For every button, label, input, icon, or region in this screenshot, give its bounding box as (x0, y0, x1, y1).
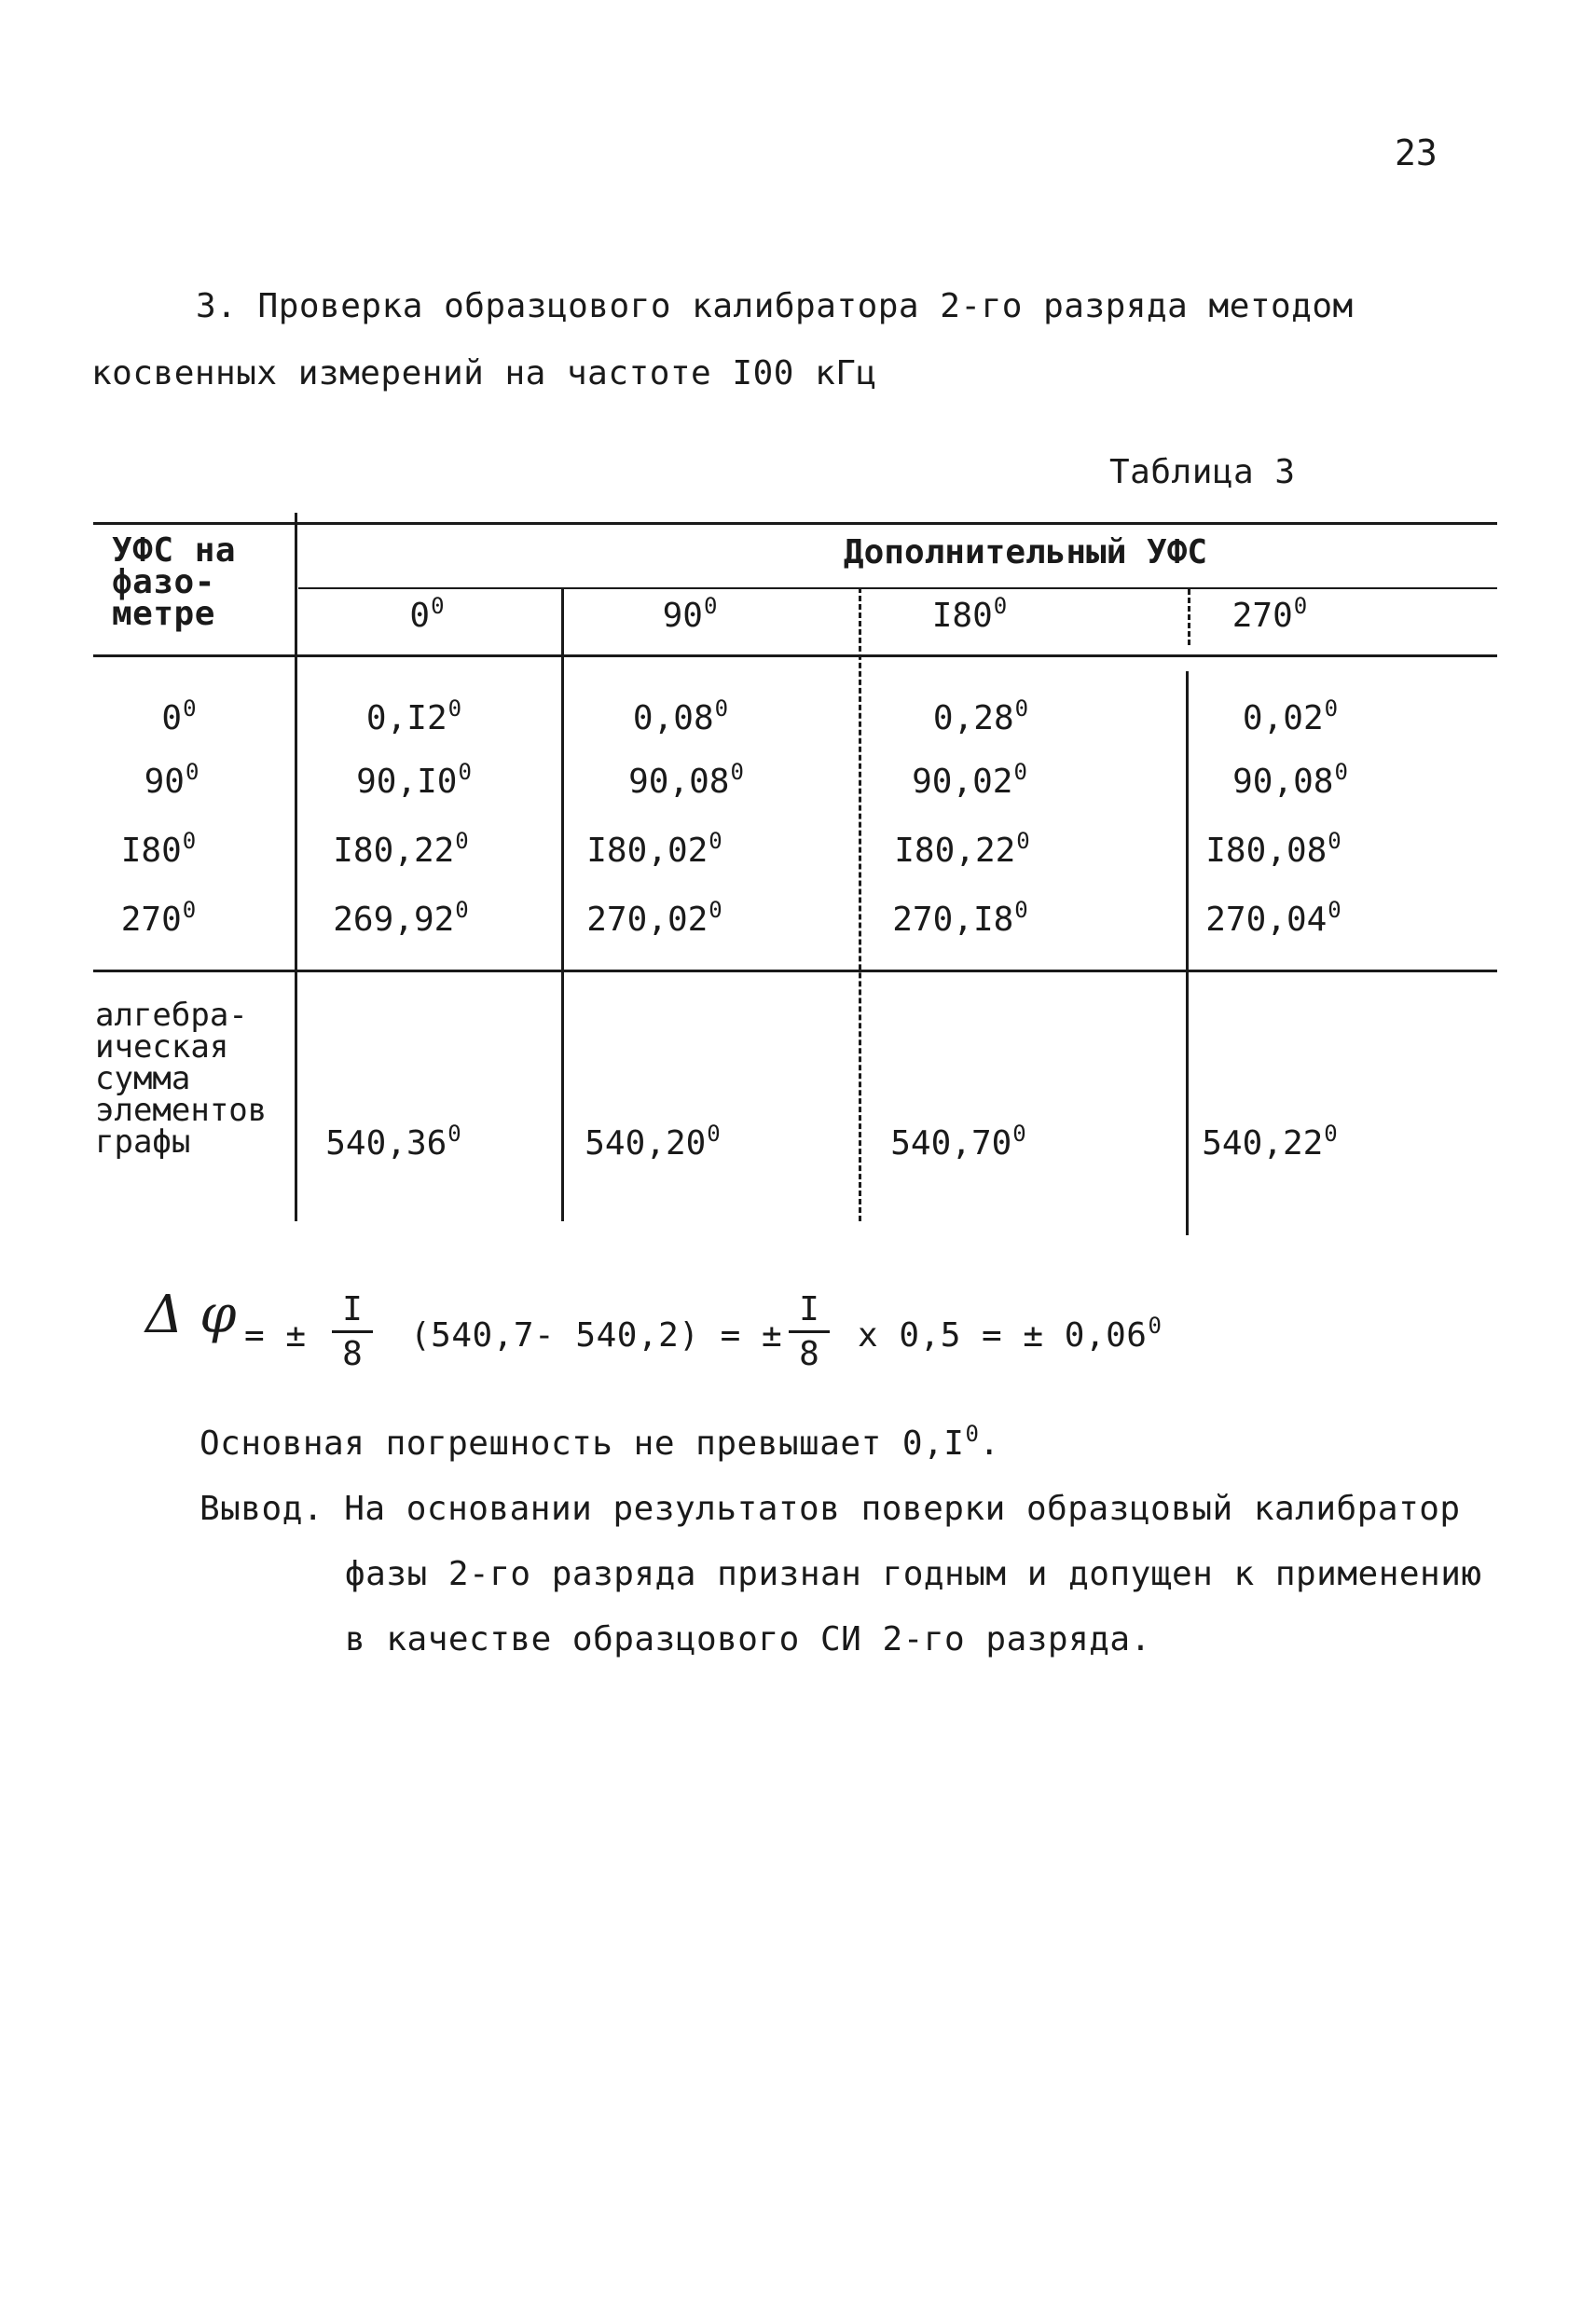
row-label (120, 828, 197, 870)
degree-sign: 0 (703, 593, 718, 619)
col-divider-3 (1186, 671, 1189, 1235)
degree-sign: 0 (447, 1121, 461, 1147)
cell-value: 90,08 (628, 763, 730, 801)
col-divider-3-header (1188, 589, 1190, 645)
column-header-value: 90 (662, 597, 703, 635)
table-cell (586, 897, 722, 939)
column-header (662, 593, 718, 635)
table-cell (1205, 828, 1341, 870)
column-header (931, 593, 1008, 635)
sum-value: 540,22 (1202, 1124, 1324, 1163)
table-cell (892, 897, 1028, 939)
row-label (120, 897, 197, 939)
cell-value: I80,08 (1205, 832, 1328, 870)
main-error-end: . (979, 1424, 1000, 1463)
degree-sign: 0 (455, 828, 469, 854)
column-header-value: 0 (409, 597, 431, 635)
fraction-1 (332, 1290, 373, 1373)
sum-cell (325, 1121, 461, 1163)
table-cell (932, 695, 1029, 737)
conclusion-line-1: Вывод. На основании результатов поверки образцовый калибратор (200, 1490, 1461, 1528)
degree-sign: 0 (185, 759, 200, 785)
degree-sign: 0 (455, 897, 469, 923)
row-label-value: 0 (161, 699, 183, 737)
cell-value: I80,22 (894, 832, 1016, 870)
degree-sign: 0 (1016, 828, 1030, 854)
column-header-value: I80 (931, 597, 993, 635)
cell-value: 0,02 (1242, 699, 1324, 737)
table-top-rule (93, 522, 1497, 525)
conclusion-line-2: фазы 2-го разряда признан годным и допущен к применению (345, 1555, 1482, 1593)
degree-sign: 0 (1324, 695, 1339, 722)
row-label (144, 759, 200, 801)
delta-phi-symbol: Δ φ (145, 1285, 237, 1345)
conclusion-line-3: в качестве образцового СИ 2-го разряда. (345, 1620, 1151, 1658)
degree-sign: 0 (1324, 1121, 1338, 1147)
degree-sign: 0 (709, 897, 722, 923)
fraction-denominator: 8 (799, 1335, 819, 1373)
cell-value: 90,08 (1232, 763, 1334, 801)
sum-label (95, 997, 268, 1161)
stub-header-line: фазо- (112, 563, 215, 601)
degree-sign: 0 (1328, 828, 1341, 854)
degree-sign: 0 (993, 593, 1008, 619)
fraction-numerator: I (342, 1290, 363, 1328)
degree-sign: 0 (1014, 695, 1029, 722)
degree-sign: 0 (1012, 1121, 1026, 1147)
formula-tail (858, 1313, 1163, 1355)
degree-sign: 0 (1148, 1313, 1163, 1339)
cell-value: 0,I2 (365, 699, 447, 737)
degree-sign: 0 (1013, 759, 1027, 785)
sum-label-line: ическая (95, 1028, 229, 1066)
cell-value: 90,02 (912, 763, 1013, 801)
cell-value: I80,02 (586, 832, 709, 870)
row-label-value: 90 (144, 763, 185, 801)
section-title-line2: косвенных измерений на частоте I00 кГц (91, 354, 877, 392)
degree-sign: 0 (709, 828, 722, 854)
fraction-bar (332, 1330, 373, 1333)
stub-header-line: УФС на (112, 531, 237, 570)
table-cell (1205, 897, 1341, 939)
degree-sign: 0 (965, 1421, 980, 1447)
cell-value: 270,I8 (892, 901, 1014, 939)
formula-tail-text: x 0,5 = ± 0,06 (858, 1316, 1148, 1355)
stub-header-line: метре (112, 595, 215, 633)
sum-value: 540,20 (585, 1124, 707, 1163)
cell-value: 270,04 (1205, 901, 1328, 939)
degree-sign: 0 (183, 695, 197, 722)
table-cell (1232, 759, 1348, 801)
col-divider-1 (561, 587, 564, 1221)
formula-equals-pm: = ± (244, 1316, 307, 1355)
degree-sign: 0 (458, 759, 472, 785)
sum-cell (585, 1121, 721, 1163)
fraction-numerator: I (799, 1290, 819, 1328)
stub-divider (295, 513, 297, 1221)
table-cell (894, 828, 1030, 870)
table-cell (333, 897, 469, 939)
table-cell (333, 828, 469, 870)
sum-label-line: графы (95, 1123, 191, 1161)
degree-sign: 0 (447, 695, 462, 722)
degree-sign: 0 (431, 593, 445, 619)
table-cell (586, 828, 722, 870)
cell-value: 270,02 (586, 901, 709, 939)
column-header (1231, 593, 1308, 635)
degree-sign: 0 (1014, 897, 1028, 923)
degree-sign: 0 (1293, 593, 1308, 619)
stub-header (112, 531, 237, 633)
main-error-text: Основная погрешность не превышает 0,I (200, 1424, 965, 1463)
sum-label-line: элементов (95, 1092, 268, 1129)
column-header-value: 270 (1231, 597, 1293, 635)
degree-sign: 0 (730, 759, 744, 785)
row-label (161, 695, 197, 737)
row-label-value: 270 (120, 901, 182, 939)
degree-sign: 0 (182, 828, 197, 854)
header-sub-rule (298, 587, 1497, 589)
cell-value: 0,08 (632, 699, 714, 737)
degree-sign: 0 (707, 1121, 721, 1147)
cell-value: 269,92 (333, 901, 455, 939)
degree-sign: 0 (714, 695, 729, 722)
degree-sign: 0 (1334, 759, 1348, 785)
table-cell (356, 759, 472, 801)
cell-value: 90,I0 (356, 763, 458, 801)
sum-label-line: сумма (95, 1060, 191, 1097)
col-divider-2 (859, 587, 861, 1221)
sum-cell (1202, 1121, 1338, 1163)
page-number: 23 (1395, 132, 1438, 173)
table-cell (628, 759, 744, 801)
table-cell (1242, 695, 1339, 737)
sum-value: 540,70 (890, 1124, 1012, 1163)
fraction-2 (789, 1290, 830, 1373)
sum-cell (890, 1121, 1026, 1163)
degree-sign: 0 (182, 897, 197, 923)
table-cell (365, 695, 462, 737)
fraction-denominator: 8 (342, 1335, 363, 1373)
sum-label-line: алгебра- (95, 997, 248, 1034)
sum-top-rule (93, 970, 1497, 972)
table-caption: Таблица 3 (1109, 453, 1296, 491)
table-cell (632, 695, 729, 737)
sum-value: 540,36 (325, 1124, 447, 1163)
cell-value: 0,28 (932, 699, 1014, 737)
degree-sign: 0 (1328, 897, 1341, 923)
column-header (409, 593, 445, 635)
column-group-header: Дополнительный УФС (843, 533, 1208, 571)
cell-value: I80,22 (333, 832, 455, 870)
section-title-line1: 3. Проверка образцового калибратора 2-го разряда методом (196, 287, 1354, 325)
main-error-line (200, 1421, 1000, 1463)
header-bottom-rule (93, 654, 1497, 657)
table-cell (912, 759, 1027, 801)
formula-expression: (540,7- 540,2) = ± (410, 1316, 783, 1355)
fraction-bar (789, 1330, 830, 1333)
row-label-value: I80 (120, 832, 182, 870)
